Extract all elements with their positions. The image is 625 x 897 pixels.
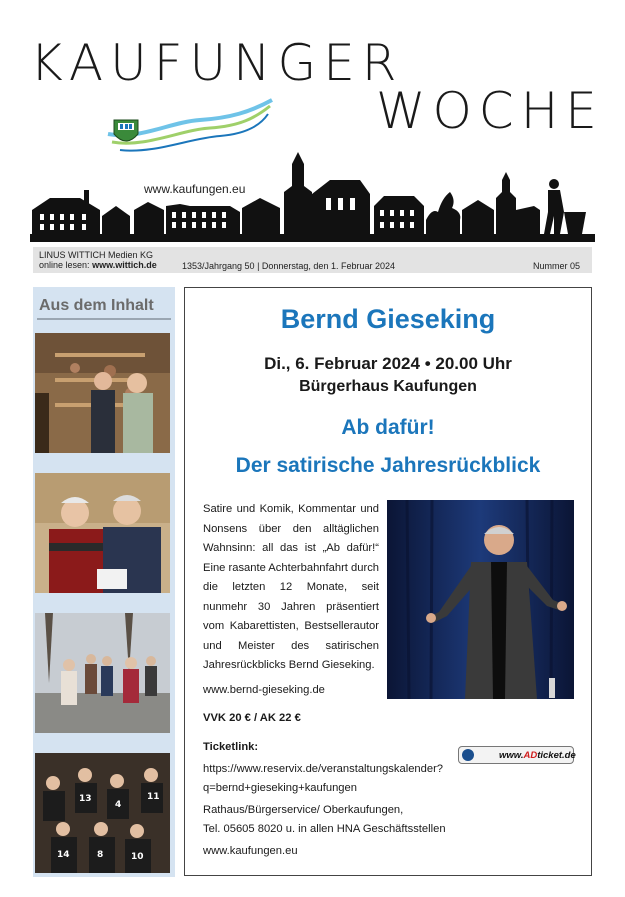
svg-text:4: 4 — [115, 800, 122, 810]
ticket-link[interactable] — [203, 760, 463, 798]
ticket-link-line1[interactable]: https://www.reservix.de/veranstaltungskalender? — [203, 763, 444, 775]
presale-locations — [203, 801, 446, 839]
svg-text:13: 13 — [79, 794, 92, 804]
event-article — [184, 287, 592, 876]
show-subtitle: Der satirische Jahresrückblick — [235, 454, 541, 477]
contents-photo-2[interactable] — [35, 473, 170, 593]
sidebar-title: Aus dem Inhalt — [39, 297, 154, 314]
event-venue: Bürgerhaus Kaufungen — [299, 378, 477, 395]
performer-photo — [387, 500, 574, 699]
masthead-title-line1: KAUFUNGER — [30, 34, 404, 92]
adticket-suffix: ticket.de — [537, 750, 576, 761]
svg-text:10: 10 — [131, 852, 144, 862]
town-skyline-icon — [30, 150, 595, 242]
presale-line1: Rathaus/Bürgerservice/ Oberkaufungen, — [203, 804, 404, 816]
contents-photo-4[interactable] — [35, 753, 170, 873]
adticket-brand — [499, 750, 576, 761]
publisher-name: LINUS WITTICH Medien KG — [39, 250, 154, 260]
municipality-website-link[interactable]: www.kaufungen.eu — [203, 845, 298, 857]
info-bar — [33, 247, 592, 273]
adticket-badge[interactable] — [458, 746, 574, 764]
adticket-logo-icon — [462, 749, 474, 761]
publisher-info — [39, 250, 157, 270]
contents-photo-1[interactable] — [35, 333, 170, 453]
svg-text:11: 11 — [147, 792, 160, 802]
svg-text:8: 8 — [97, 850, 104, 860]
event-date: Di., 6. Februar 2024 • 20.00 Uhr — [264, 354, 512, 373]
article-headline: Bernd Gieseking — [280, 304, 496, 334]
sidebar-divider — [37, 318, 171, 320]
ticket-link-label: Ticketlink: — [203, 741, 259, 753]
adticket-highlight: AD — [523, 750, 538, 761]
contents-photo-3[interactable] — [35, 613, 170, 733]
article-body: Satire und Komik, Kommentar und Nonsens über den alltäglichen Wahnsinn: all das ist „Ab dafür!“ Eine rasante Achterbahnfahrt durch die letzten 12 Monate, seit nunmehr 30 Jahren präsentiert vom Kabarettisten, Bestsellerautor und Meister des satirischen Jahresrückblicks Bernd Gieseking. — [203, 503, 380, 671]
ticket-prices: VVK 20 € / AK 22 € — [203, 712, 301, 724]
issue-info: 1353/Jahrgang 50 | Donnerstag, den 1. Februar 2024 — [182, 261, 395, 271]
online-link[interactable]: www.wittich.de — [92, 260, 157, 270]
adticket-prefix: www. — [499, 750, 524, 761]
show-title: Ab dafür! — [341, 416, 435, 439]
online-label: online lesen: — [39, 260, 90, 270]
artist-website-link[interactable]: www.bernd-gieseking.de — [203, 684, 325, 696]
ticket-link-line2[interactable]: q=bernd+gieseking+kaufungen — [203, 782, 357, 794]
presale-line2: Tel. 05605 8020 u. in allen HNA Geschäftsstellen — [203, 823, 446, 835]
masthead-website: www.kaufungen.eu — [144, 182, 246, 196]
svg-text:14: 14 — [57, 850, 70, 860]
contents-sidebar — [33, 287, 175, 877]
issue-number: Nummer 05 — [532, 261, 580, 271]
masthead-title-line2: WOCHE — [376, 82, 604, 140]
